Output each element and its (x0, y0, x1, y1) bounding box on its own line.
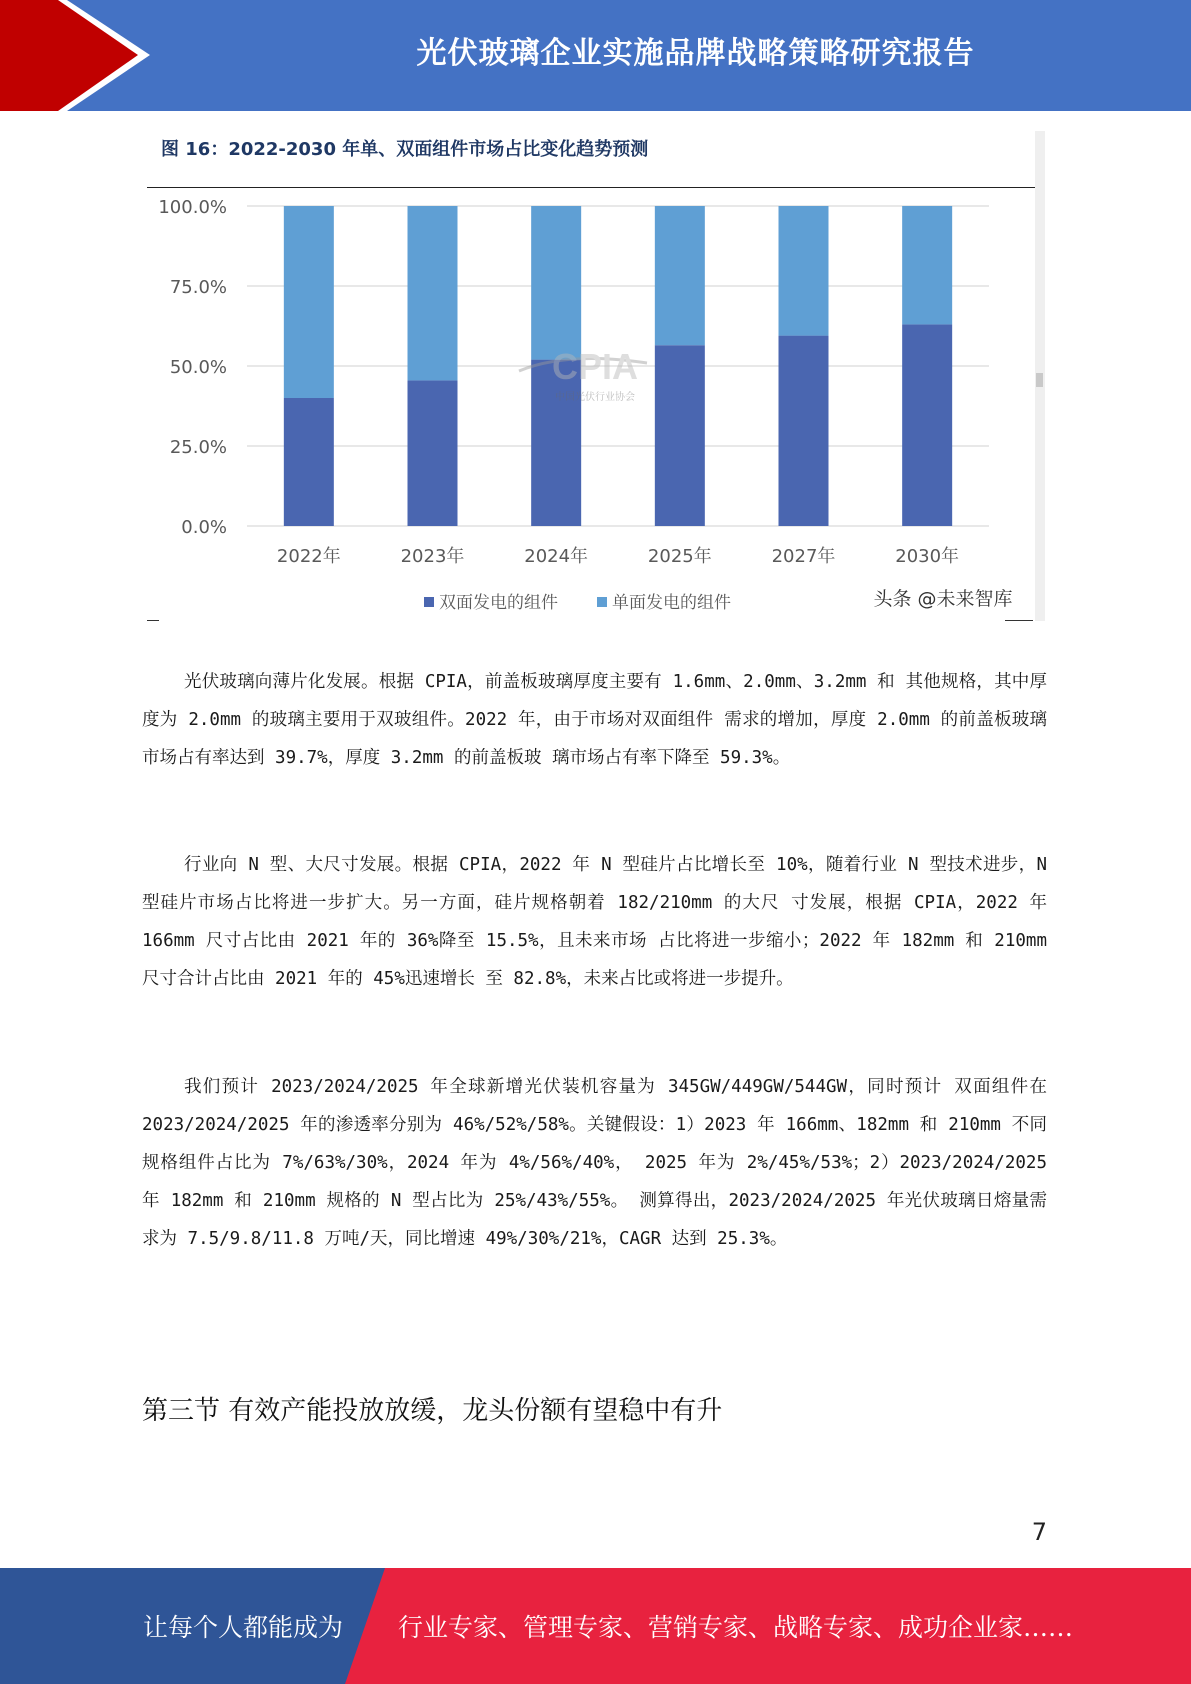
bar-segment (408, 206, 458, 380)
bar-segment (779, 336, 829, 526)
bar-segment (531, 206, 581, 360)
header-arrow-decoration (0, 0, 160, 111)
bar-segment (902, 324, 952, 526)
bar-segment (655, 206, 705, 345)
page-header (0, 0, 1191, 111)
legend-label: 单面发电的组件 (612, 593, 731, 613)
figure-caption: 图 16：2022-2030 年单、双面组件市场占比变化趋势预测 (161, 139, 649, 160)
watermark-org-text: 中国光伏行业协会 (555, 392, 635, 403)
legend-swatch (597, 597, 607, 607)
y-tick-label: 0.0% (181, 517, 227, 538)
source-credit: 头条 @未来智库 (873, 588, 1013, 610)
bar-segment (779, 206, 829, 336)
figure-16 (147, 131, 1045, 621)
section-heading: 第三节 有效产能投放放缓，龙头份额有望稳中有升 (142, 1396, 723, 1426)
footer-slogan-right: 行业专家、管理专家、营销专家、战略专家、成功企业家…… (398, 1613, 1074, 1642)
footer-slogan-left: 让每个人都能成为 (143, 1613, 344, 1642)
y-tick-label: 100.0% (158, 197, 227, 218)
legend-swatch (424, 597, 434, 607)
page-footer (0, 1568, 1191, 1684)
y-tick-label: 50.0% (169, 357, 227, 378)
page-number: 7 (1031, 1518, 1047, 1546)
x-tick-label: 2030年 (895, 546, 960, 567)
legend-label: 双面发电的组件 (439, 593, 558, 613)
report-title: 光伏玻璃企业实施品牌战略策略研究报告 (416, 36, 975, 71)
x-tick-label: 2025年 (647, 546, 712, 567)
bar-segment (284, 398, 334, 526)
y-tick-label: 75.0% (169, 277, 227, 298)
paragraph-demand-forecast: 我们预计 2023/2024/2025 年全球新增光伏装机容量为 345GW/449GW/544GW，同时预计 双面组件在 2023/2024/2025 年的渗透率分别为 46%/52%/58%。关键假设：1）2023 年 166mm、182mm 和 210mm 不同规格组件占比为 7%/63%/30%，2024 年为 4%/56%/40%， 2025 年为 2%/45%/53%；2）2023/2024/2025 年 182mm 和 210mm 规格的 N 型占比为 25%/43%/55%。 测算得出，2023/2024/2025 年光伏玻璃日熔量需求为 7.5/9.8/11.8 万吨/天，同比增速 49%/30%/21%，CAGR 达到 25.3%。 (142, 1077, 1047, 1249)
figure-scrollbar-thumb[interactable] (1036, 373, 1043, 387)
y-tick-label: 25.0% (169, 437, 227, 458)
x-tick-label: 2022年 (276, 546, 341, 567)
bar-segment (902, 206, 952, 324)
bar-segment (408, 380, 458, 526)
x-tick-label: 2027年 (771, 546, 836, 567)
watermark-logo-text: CPIA (551, 346, 639, 387)
paragraph-glass-thinning: 光伏玻璃向薄片化发展。根据 CPIA，前盖板玻璃厚度主要有 1.6mm、2.0mm、3.2mm 和 其他规格，其中厚度为 2.0mm 的玻璃主要用于双玻组件。2022 年，由于市场对双面组件 需求的增加，厚度 2.0mm 的前盖板玻璃市场占有率达到 39.7%，厚度 3.2mm 的前盖板玻 璃市场占有率下降至 59.3%。 (142, 672, 1047, 768)
paragraph-n-type-large-size: 行业向 N 型、大尺寸发展。根据 CPIA，2022 年 N 型硅片占比增长至 10%，随着行业 N 型技术进步，N 型硅片市场占比将进一步扩大。另一方面，硅片规格朝着 182/210mm 的大尺 寸发展，根据 CPIA，2022 年 166mm 尺寸占比由 2021 年的 36%降至 15.5%，且未来市场 占比将进一步缩小；2022 年 182mm 和 210mm 尺寸合计占比由 2021 年的 45%迅速增长 至 82.8%，未来占比或将进一步提升。 (142, 855, 1047, 989)
x-tick-label: 2023年 (400, 546, 465, 567)
bar-segment (655, 345, 705, 526)
stacked-bar-chart (147, 131, 1035, 621)
bar-segment (284, 206, 334, 398)
x-tick-label: 2024年 (524, 546, 589, 567)
